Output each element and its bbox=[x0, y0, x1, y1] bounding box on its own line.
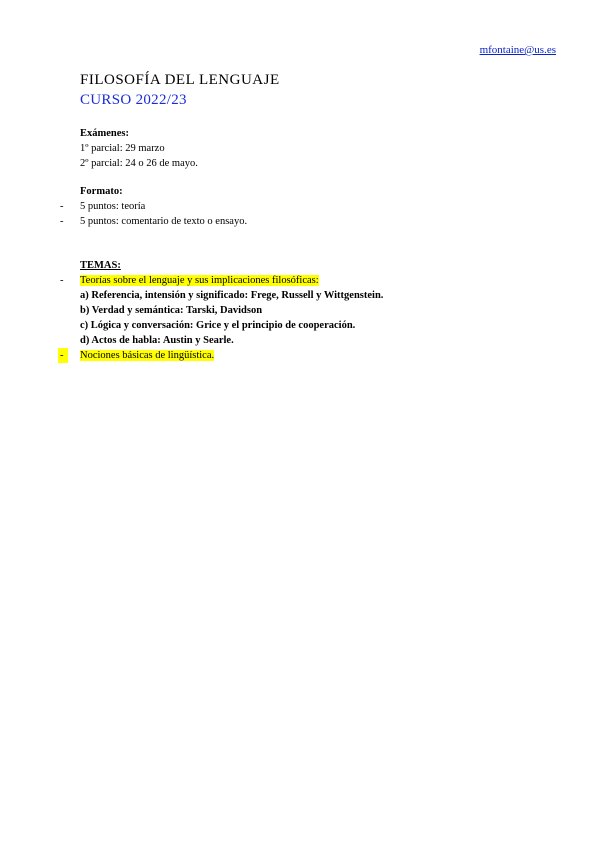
exam-item: 1º parcial: 29 marzo bbox=[80, 143, 165, 154]
bullet-dash: - bbox=[60, 216, 64, 227]
exams-heading: Exámenes: bbox=[80, 128, 129, 139]
bullet-dash: - bbox=[60, 201, 64, 212]
document-title: FILOSOFÍA DEL LENGUAJE bbox=[80, 72, 280, 88]
format-heading-text: Formato: bbox=[80, 186, 123, 197]
highlighted-text: Teorías sobre el lenguaje y sus implicaciones filosóficas: bbox=[80, 275, 319, 286]
highlighted-text: Nociones básicas de lingüística. bbox=[80, 350, 215, 361]
topic-subitem: a) Referencia, intensión y significado: Frege, Russell y Wittgenstein. bbox=[80, 290, 384, 301]
format-item: 5 puntos: teoría bbox=[80, 201, 146, 212]
topic-item bbox=[80, 348, 214, 363]
topics-heading: TEMAS: bbox=[80, 260, 121, 271]
topic-subitem: b) Verdad y semántica: Tarski, Davidson bbox=[80, 305, 263, 316]
bullet-dash: - bbox=[58, 348, 68, 363]
email-link[interactable]: mfontaine@us.es bbox=[479, 44, 556, 56]
topic-subitem: d) Actos de habla: Austin y Searle. bbox=[80, 335, 234, 346]
topic-subitem: c) Lógica y conversación: Grice y el principio de cooperación. bbox=[80, 320, 356, 331]
course-year: CURSO 2022/23 bbox=[80, 92, 187, 108]
exams-section bbox=[80, 126, 198, 171]
format-heading bbox=[80, 184, 123, 199]
exam-item: 2º parcial: 24 o 26 de mayo. bbox=[80, 158, 198, 169]
format-item: 5 puntos: comentario de texto o ensayo. bbox=[80, 216, 248, 227]
bullet-dash: - bbox=[60, 275, 64, 286]
topic-item bbox=[80, 273, 319, 288]
